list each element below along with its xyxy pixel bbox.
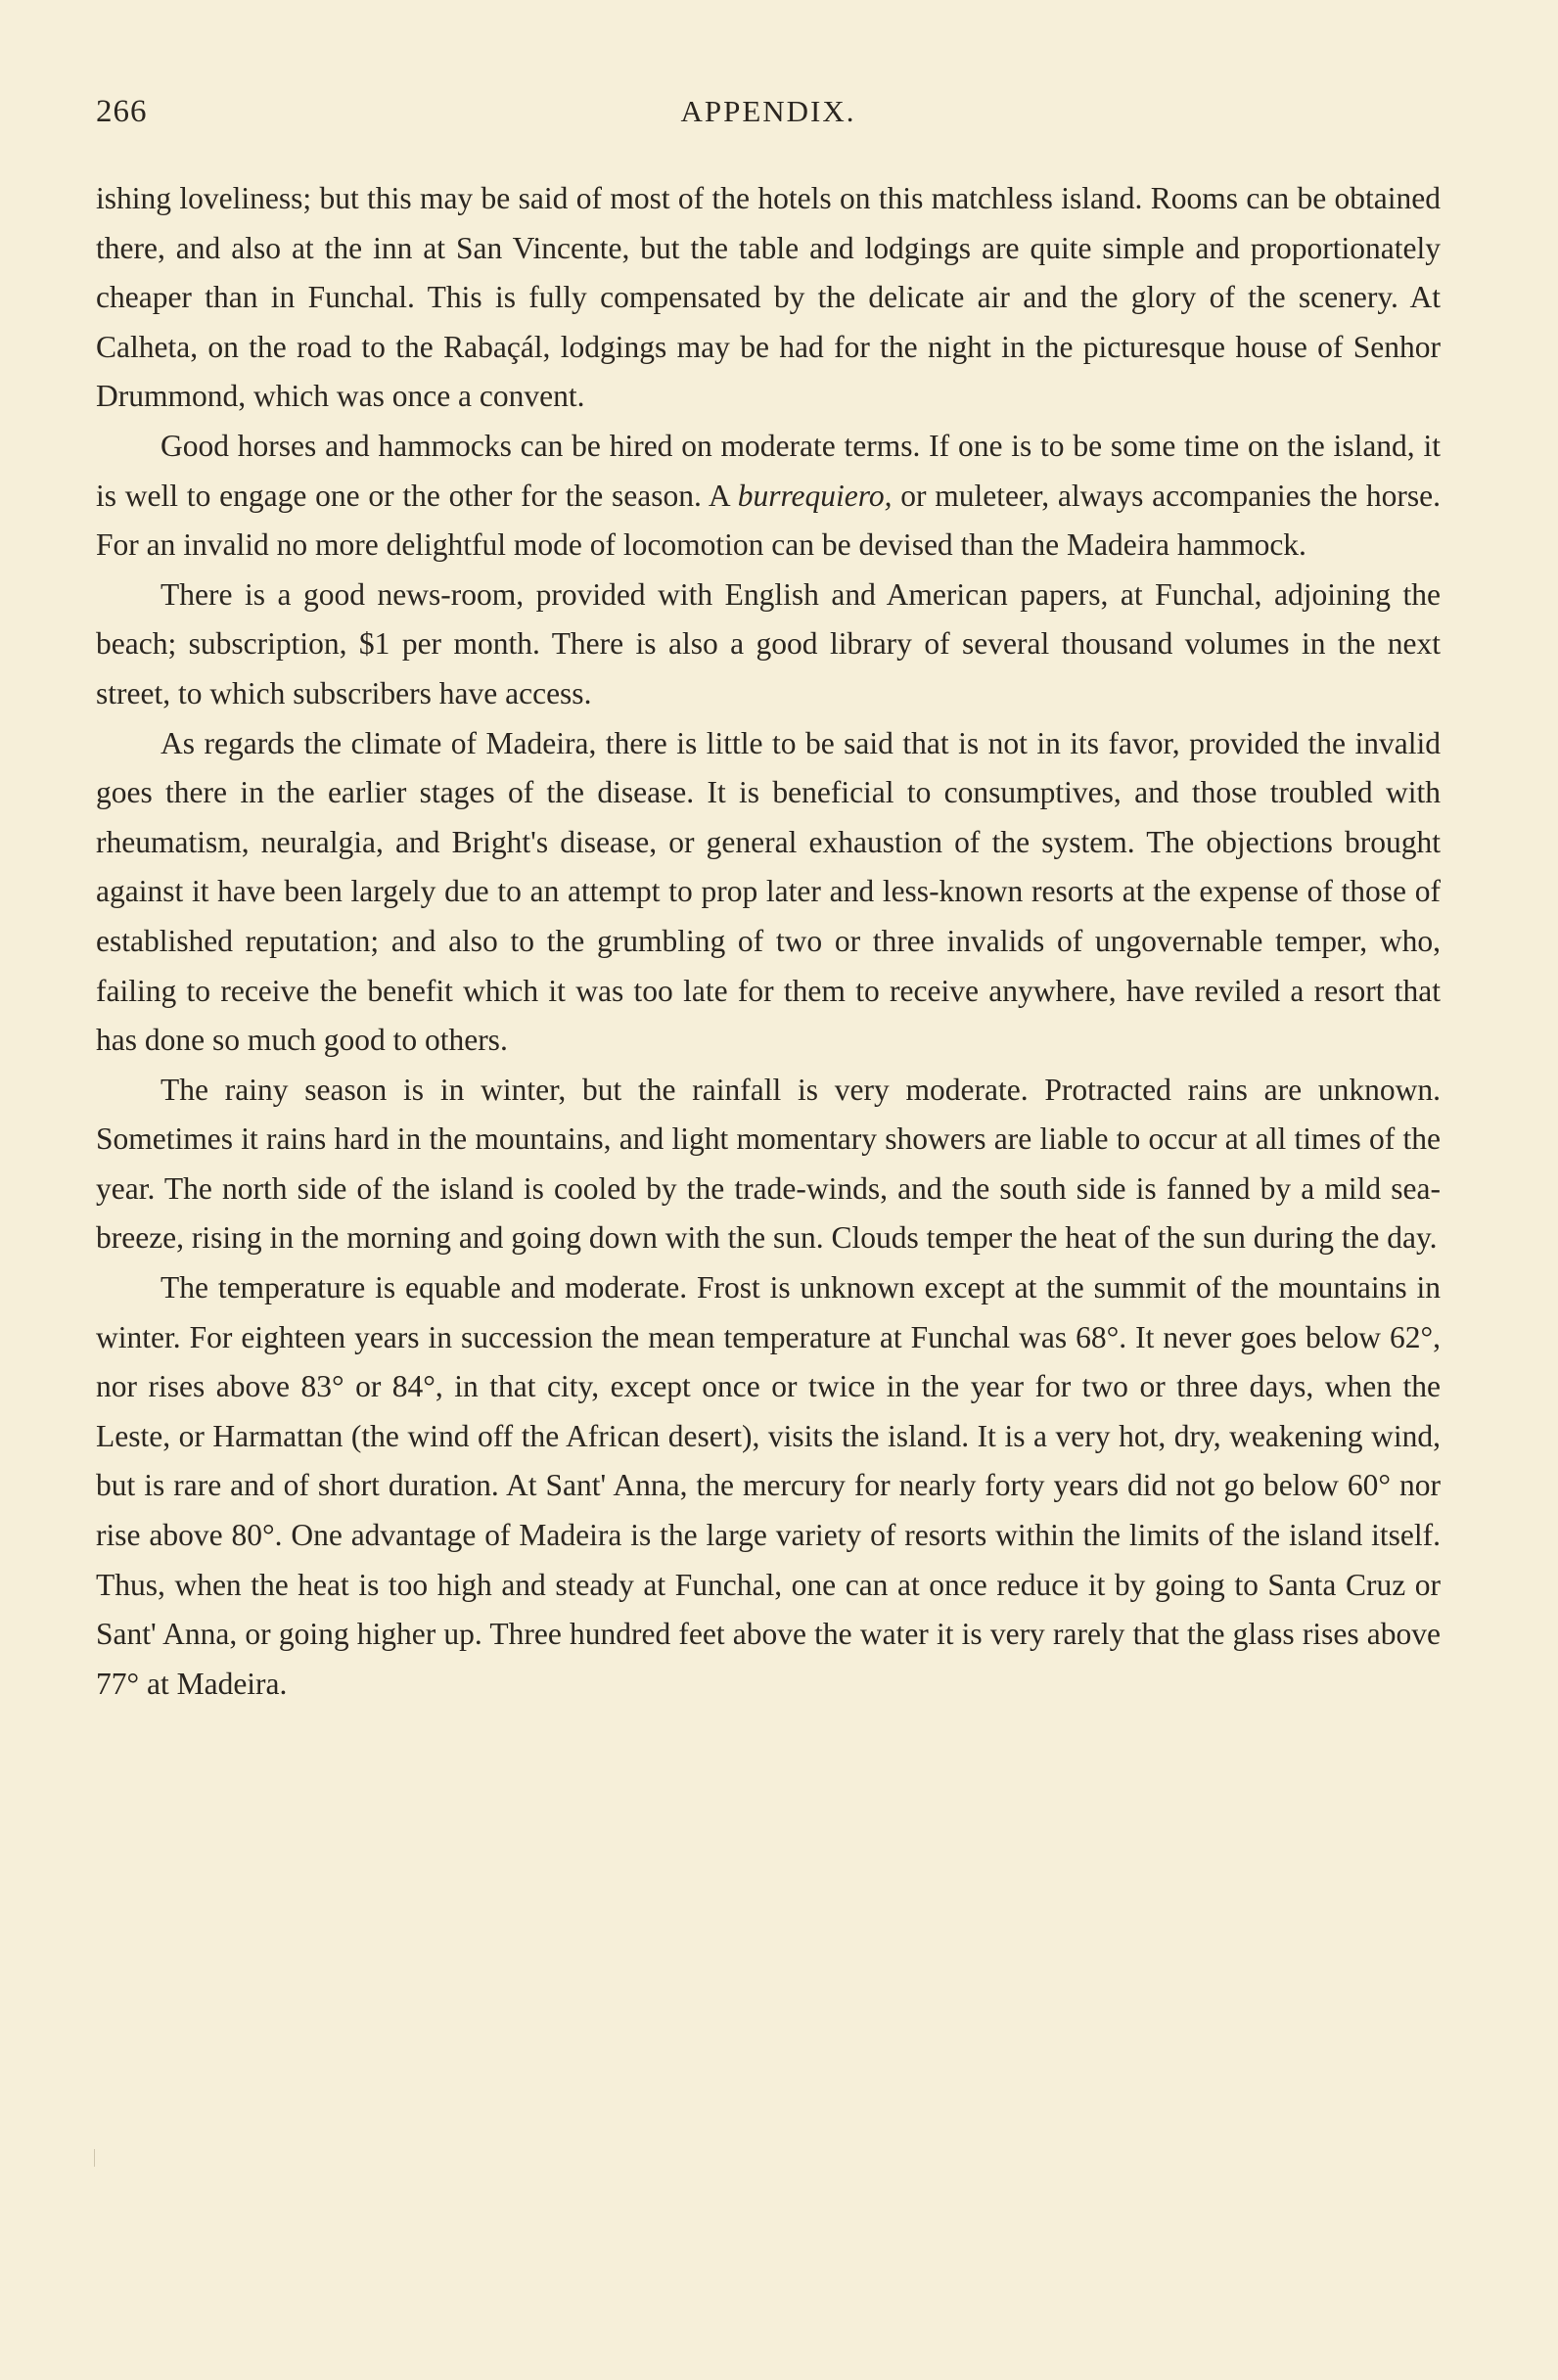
- page-number: 266: [96, 94, 148, 129]
- page-header: [96, 94, 1441, 143]
- paragraph-temperature: The temperature is equable and moderate. Frost is unknown except at the summit of the mountains in winter. For eighteen years in succession the mean temperature at Funchal was 68°. It never goes below 62°, nor rises above 83° or 84°, in that city, except once or twice in the year for two or three days, when the Leste, or Harmattan (the wind off the African desert), visits the island. It is a very hot, dry, weakening wind, but is rare and of short duration. At Sant' Anna, the mercury for nearly forty years did not go below 60° nor rise above 80°. One advantage of Madeira is the large variety of resorts within the limits of the island itself. Thus, when the heat is too high and steady at Funchal, one can at once reduce it by going to Santa Cruz or Sant' Anna, or going higher up. Three hundred feet above the water it is very rarely that the glass rises above 77° at Madeira.: [96, 1270, 1441, 1701]
- paragraph-horses-hammocks: [96, 422, 1441, 571]
- running-head: APPENDIX.: [680, 94, 856, 128]
- paragraph-horses-text-end: or muleteer, always accompanies the horse. For an invalid no more delightful mode of locomotion can be devised than the Madeira hammock.: [96, 478, 1441, 563]
- paragraph-climate: As regards the climate of Madeira, there is little to be said that is not in its favor, provided the invalid goes there in the earlier stages of the disease. It is beneficial to consumptives, and those troubled with rheumatism, neuralgia, and Bright's disease, or general exhaustion of the system. The objections brought against it have been largely due to an attempt to prop later and less-known resorts at the expense of those of established reputation; and also to the grumbling of two or three invalids of ungovernable temper, who, failing to receive the benefit which it was too late for them to receive anywhere, have reviled a resort that has done so much good to others.: [96, 725, 1441, 1058]
- page-edge-mark: [94, 2149, 95, 2167]
- paragraph-news-room: There is a good news-room, provided with English and American papers, at Funchal, adjoining the beach; subscription, $1 per month. There is also a good library of several thousand volumes in the next street, to which subscribers have access.: [96, 576, 1441, 710]
- paragraph-horses-text-start: Good horses and hammocks can be hired on moderate terms. If one is to be some time on the island, it is well to engage one or the other for the season. A: [96, 428, 1441, 513]
- paragraph-rainy-season: The rainy season is in winter, but the rainfall is very moderate. Protracted rains are unknown. Sometimes it rains hard in the mountains, and light momentary showers are liable to occur at all times of the year. The north side of the island is cooled by the trade-winds, and the south side is fanned by a mild sea-breeze, rising in the morning and going down with the sun. Clouds temper the heat of the sun during the day.: [96, 1072, 1441, 1256]
- body-text: [96, 174, 1441, 1709]
- italic-term-burrequiero: burrequiero,: [737, 478, 893, 513]
- paragraph-hotels: ishing loveliness; but this may be said of most of the hotels on this matchless island. Rooms can be obtained there, and also at the inn at San Vincente, but the table and lodgings are quite simple and proportionately cheaper than in Funchal. This is fully compensated by the delicate air and the glory of the scenery. At Calheta, on the road to the Rabaçál, lodgings may be had for the night in the picturesque house of Senhor Drummond, which was once a convent.: [96, 181, 1441, 414]
